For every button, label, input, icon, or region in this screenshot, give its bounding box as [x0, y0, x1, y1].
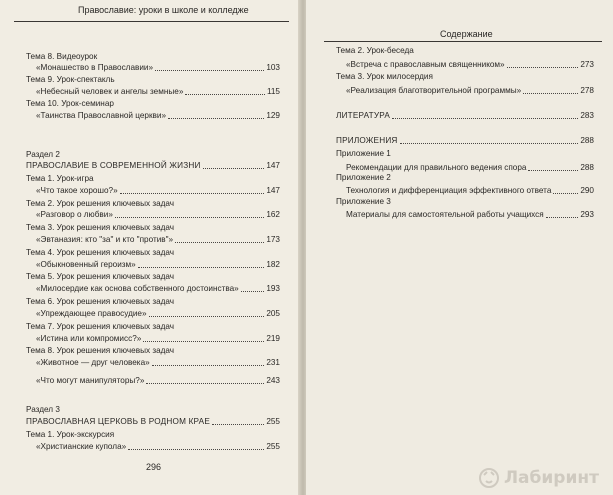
toc-entry: «Монашество в Православии» 103 — [36, 63, 280, 72]
header-rule — [14, 21, 289, 22]
toc-topic: Тема 6. Урок решения ключевых задач — [26, 297, 175, 306]
toc-entry: «Обыкновенный героизм» 182 — [36, 260, 280, 269]
section-label: Раздел 2 — [26, 150, 60, 159]
running-header: Православие: уроки в школе и колледже — [78, 5, 249, 15]
toc-topic: Тема 3. Урок милосердия — [336, 72, 433, 81]
right-page — [306, 0, 613, 495]
toc-topic: Тема 4. Урок решения ключевых задач — [26, 248, 175, 257]
toc-entry: «Небесный человек и ангелы земные» 115 — [36, 87, 280, 96]
toc-entry: «Что могут манипуляторы?» 243 — [36, 376, 280, 385]
running-header: Содержание — [440, 29, 493, 39]
toc-entry: «Реализация благотворительной программы» 278 — [346, 86, 594, 95]
toc-entry: «Разговор о любви» 162 — [36, 210, 280, 219]
toc-entry: «Животное — друг человека» 231 — [36, 358, 280, 367]
toc-topic: Тема 2. Урок-беседа — [336, 46, 414, 55]
toc-topic: Тема 1. Урок-экскурсия — [26, 430, 115, 439]
toc-entry: «Истина или компромисс?» 219 — [36, 334, 280, 343]
section-heading-entry: ПРАВОСЛАВНАЯ ЦЕРКОВЬ В РОДНОМ КРАЕ 255 — [26, 417, 280, 426]
toc-topic: Тема 10. Урок-семинар — [26, 99, 114, 108]
toc-entry: «Упреждающее правосудие» 205 — [36, 309, 280, 318]
toc-entry: Рекомендации для правильного ведения спора 288 — [346, 163, 594, 172]
minotaur-icon — [478, 467, 500, 489]
toc-topic: Тема 8. Урок решения ключевых задач — [26, 346, 175, 355]
toc-topic: Тема 8. Видеоурок — [26, 52, 98, 61]
toc-topic: Тема 7. Урок решения ключевых задач — [26, 322, 175, 331]
toc-topic: Тема 9. Урок-спектакль — [26, 75, 115, 84]
section-heading-entry: ПРАВОСЛАВИЕ В СОВРЕМЕННОЙ ЖИЗНИ 147 — [26, 161, 280, 170]
watermark-text: Лабиринт — [503, 468, 599, 488]
left-page — [0, 0, 300, 495]
appendix-label: Приложение 2 — [336, 173, 391, 182]
page-number: 296 — [146, 462, 162, 472]
toc-entry: «Что такое хорошо?» 147 — [36, 186, 280, 195]
header-rule — [324, 41, 602, 42]
section-label: Раздел 3 — [26, 405, 60, 414]
toc-entry: «Милосердие как основа собственного достоинства» 193 — [36, 284, 280, 293]
toc-topic: Тема 2. Урок решения ключевых задач — [26, 199, 175, 208]
toc-entry: «Эвтаназия: кто "за" и кто "против"» 173 — [36, 235, 280, 244]
toc-topic: Тема 5. Урок решения ключевых задач — [26, 272, 175, 281]
section-heading-entry: ПРИЛОЖЕНИЯ 288 — [336, 136, 594, 145]
appendix-label: Приложение 3 — [336, 197, 391, 206]
toc-entry: Материалы для самостоятельной работы учащихся 293 — [346, 210, 594, 219]
toc-entry: Технология и дифференциация эффективного ответа 290 — [346, 186, 594, 195]
toc-entry: «Встреча с православным священником» 273 — [346, 60, 594, 69]
toc-topic: Тема 3. Урок решения ключевых задач — [26, 223, 175, 232]
toc-entry: «Христианские купола» 255 — [36, 442, 280, 451]
appendix-label: Приложение 1 — [336, 149, 391, 158]
section-heading-entry: ЛИТЕРАТУРА 283 — [336, 111, 594, 120]
toc-entry: «Таинства Православной церкви» 129 — [36, 111, 280, 120]
toc-topic: Тема 1. Урок-игра — [26, 174, 94, 183]
watermark-logo — [478, 467, 599, 489]
